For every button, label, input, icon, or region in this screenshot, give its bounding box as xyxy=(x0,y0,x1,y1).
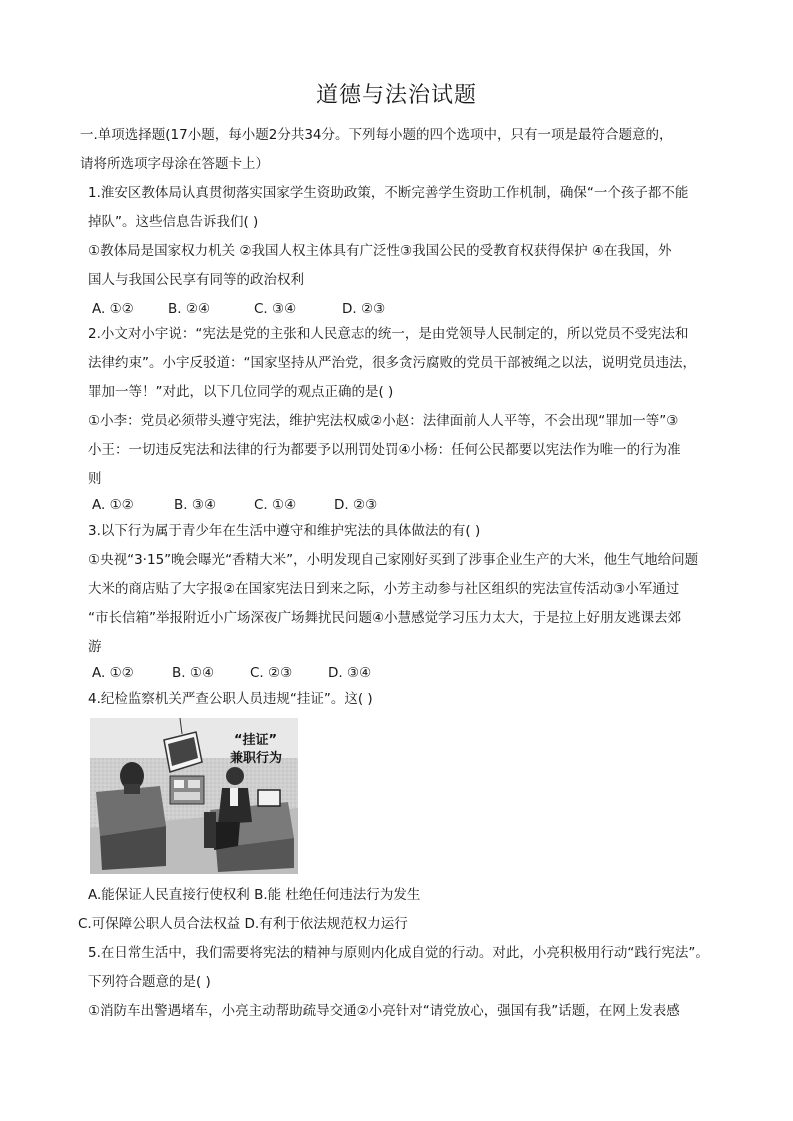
q1-option-d: D. ②③ xyxy=(342,301,386,317)
q2-statement-line-2: 小王：一切违反宪法和法律的行为都要予以刑罚处罚④小杨：任何公民都要以宪法作为唯一的行为准 xyxy=(88,442,681,458)
q3-option-a: A. ①② xyxy=(92,665,134,681)
q1-stem-line-1: 1.淮安区教体局认真贯彻落实国家学生资助政策，不断完善学生资助工作机制，确保“一个孩子都不能 xyxy=(88,185,689,201)
q2-stem-line-1: 2.小文对小宇说：“宪法是党的主张和人民意志的统一，是由党领导人民制定的，所以党员不受宪法和 xyxy=(88,326,689,342)
q4-option-line-1: A.能保证人民直接行使权利 B.能 杜绝任何违法行为发生 xyxy=(88,887,421,903)
q3-stem-line-1: 3.以下行为属于青少年在生活中遵守和维护宪法的具体做法的有( ) xyxy=(88,523,481,539)
q2-option-c: C. ①④ xyxy=(254,497,297,513)
q3-statement-line-4: 游 xyxy=(88,639,102,655)
q4-illustration xyxy=(90,718,298,874)
q1-stem-line-2: 掉队”。这些信息告诉我们( ) xyxy=(88,214,259,230)
q4-option-line-2: C.可保障公职人员合法权益 D.有利于依法规范权力运行 xyxy=(78,916,408,932)
figure-caption-line-2: 兼职行为 xyxy=(230,751,283,766)
q3-statement-line-2: 大米的商店贴了大字报②在国家宪法日到来之际，小芳主动参与社区组织的宪法宣传活动③小军通过 xyxy=(88,581,680,597)
q1-option-c: C. ③④ xyxy=(254,301,297,317)
q3-option-b: B. ①④ xyxy=(172,665,215,681)
q4-stem: 4.纪检监察机关严查公职人员违规“挂证”。这( ) xyxy=(88,691,373,707)
q3-statement-line-3: “市长信箱”举报附近小广场深夜广场舞扰民问题④小慧感觉学习压力太大，于是拉上好朋友逃课去郊 xyxy=(88,610,682,626)
q2-stem-line-3: 罪加一等！”对此，以下几位同学的观点正确的是( ) xyxy=(88,384,394,400)
q3-option-c: C. ②③ xyxy=(250,665,293,681)
q3-option-d: D. ③④ xyxy=(328,665,372,681)
q3-statement-line-1: ①央视“3·15”晚会曝光“香精大米”，小明发现自己家刚好买到了涉事企业生产的大米，他生气地给问题 xyxy=(88,552,699,568)
section-intro-line-1: 一.单项选择题(17小题，每小题2分共34分。下列每小题的四个选项中，只有一项是最符合题意的， xyxy=(80,127,673,143)
q5-stem-line-2: 下列符合题意的是( ) xyxy=(88,974,211,990)
q1-option-b: B. ②④ xyxy=(168,301,211,317)
q5-statement-line-1: ①消防车出警遇堵车，小亮主动帮助疏导交通②小亮针对“请党放心，强国有我”话题，在网上发表感 xyxy=(88,1003,680,1019)
section-intro-line-2: 请将所选项字母涂在答题卡上） xyxy=(80,156,269,172)
q1-statement-line-2: 国人与我国公民享有同等的政治权利 xyxy=(88,272,304,288)
q2-option-b: B. ③④ xyxy=(174,497,217,513)
q1-option-a: A. ①② xyxy=(92,301,134,317)
q2-statement-line-3: 则 xyxy=(88,471,102,487)
q2-option-a: A. ①② xyxy=(92,497,134,513)
q2-stem-line-2: 法律约束”。小宇反驳道：“国家坚持从严治党，很多贪污腐败的党员干部被绳之以法，说明党员违法， xyxy=(88,355,696,371)
q2-statement-line-1: ①小李：党员必须带头遵守宪法，维护宪法权威②小赵：法律面前人人平等，不会出现“罪加一等”③ xyxy=(88,413,679,429)
figure-caption-line-1: “挂证” xyxy=(234,733,278,748)
q5-stem-line-1: 5.在日常生活中，我们需要将宪法的精神与原则内化成自觉的行动。对此，小亮积极用行动“践行宪法”。 xyxy=(88,945,709,961)
page-title: 道德与法治试题 xyxy=(315,83,477,108)
q2-option-d: D. ②③ xyxy=(334,497,378,513)
q1-statement-line-1: ①教体局是国家权力机关 ②我国人权主体具有广泛性③我国公民的受教育权获得保护 ④在我国，外 xyxy=(88,243,672,259)
